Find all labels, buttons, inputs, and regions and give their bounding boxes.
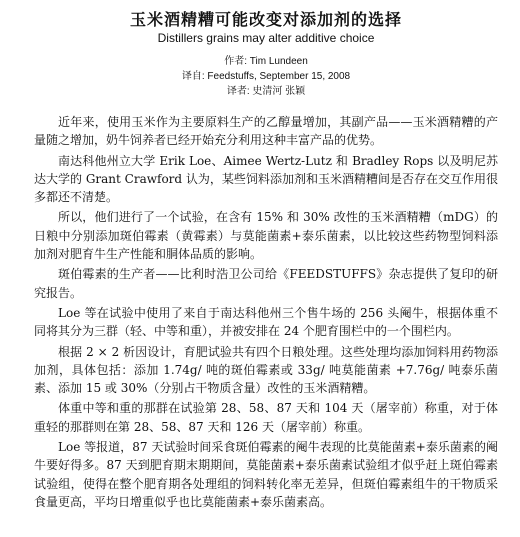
- paragraph: Loe 等在试验中使用了来自于南达科他州三个售牛场的 256 头阉牛，根据体重不同将其分为三群（轻、中等和重），并被安排在 24 个肥育围栏中的一个围栏内。: [34, 305, 498, 339]
- author-line: 作者: Tim Lundeen: [224, 56, 308, 67]
- paragraph: 南达科他州立大学 Erik Loe、Aimee Wertz-Lutz 和 Bradley Rops 以及明尼苏达大学的 Grant Crawford 认为，某些饲料添加剂和玉米酒精糟间是否存在交互作用很多都还不清楚。: [34, 153, 498, 205]
- article-body: [34, 113, 498, 511]
- paragraph: 斑伯霉素的生产者——比利时浩卫公司给《FEEDSTUFFS》杂志提供了复印的研究报告。: [34, 267, 498, 300]
- article-meta: [34, 54, 498, 99]
- paragraph: 近年来，使用玉米作为主要原料生产的乙醇量增加，其副产品——玉米酒精糟的产量随之增加，奶牛饲养者已经开始充分利用这种丰富产品的优势。: [34, 115, 498, 148]
- source-line: 译自: Feedstuffs, September 15, 2008: [181, 71, 351, 82]
- paragraph: Loe 等报道，87 天试验时间采食斑伯霉素的阉牛表现的比莫能菌素+泰乐菌素的阉牛要好得多。87 天到肥育期末期期间，莫能菌素+泰乐菌素试验组才似乎赶上斑伯霉素试验组，使得在整个肥育期各处理组的饲料转化率无差异，但斑伯霉素组牛的干物质采食量更高，平均日增重似乎也比莫能菌素+泰乐菌素高。: [34, 440, 498, 509]
- translators-line: 译者: 史清河 张颖: [226, 86, 306, 97]
- article-title: 玉米酒精糟可能改变对添加剂的选择: [129, 10, 402, 29]
- article-subtitle: Distillers grains may alter additive choice: [157, 31, 375, 45]
- paragraph: 体重中等和重的那群在试验第 28、58、87 天和 104 天（屠宰前）称重，对于体重轻的那群则在第 28、58、87 天和 126 天（屠宰前）称重。: [34, 401, 498, 434]
- paragraph: 所以，他们进行了一个试验，在含有 15% 和 30% 改性的玉米酒精糟（mDG）的日粮中分别添加斑伯霉素（黄霉素）与莫能菌素+泰乐菌素，以比较这些药物型饲料添加剂对肥育牛生产性能和胴体品质的影响。: [34, 210, 498, 262]
- paragraph: 根据 2 × 2 析因设计，育肥试验共有四个日粮处理。这些处理均添加饲料用药物添加剂，具体包括：添加 1.74g/ 吨的斑伯霉素或 33g/ 吨莫能菌素 +7.76g/ 吨泰乐菌素、添加 15 或 30%（分别占干物质含量）改性的玉米酒精糟。: [34, 344, 498, 396]
